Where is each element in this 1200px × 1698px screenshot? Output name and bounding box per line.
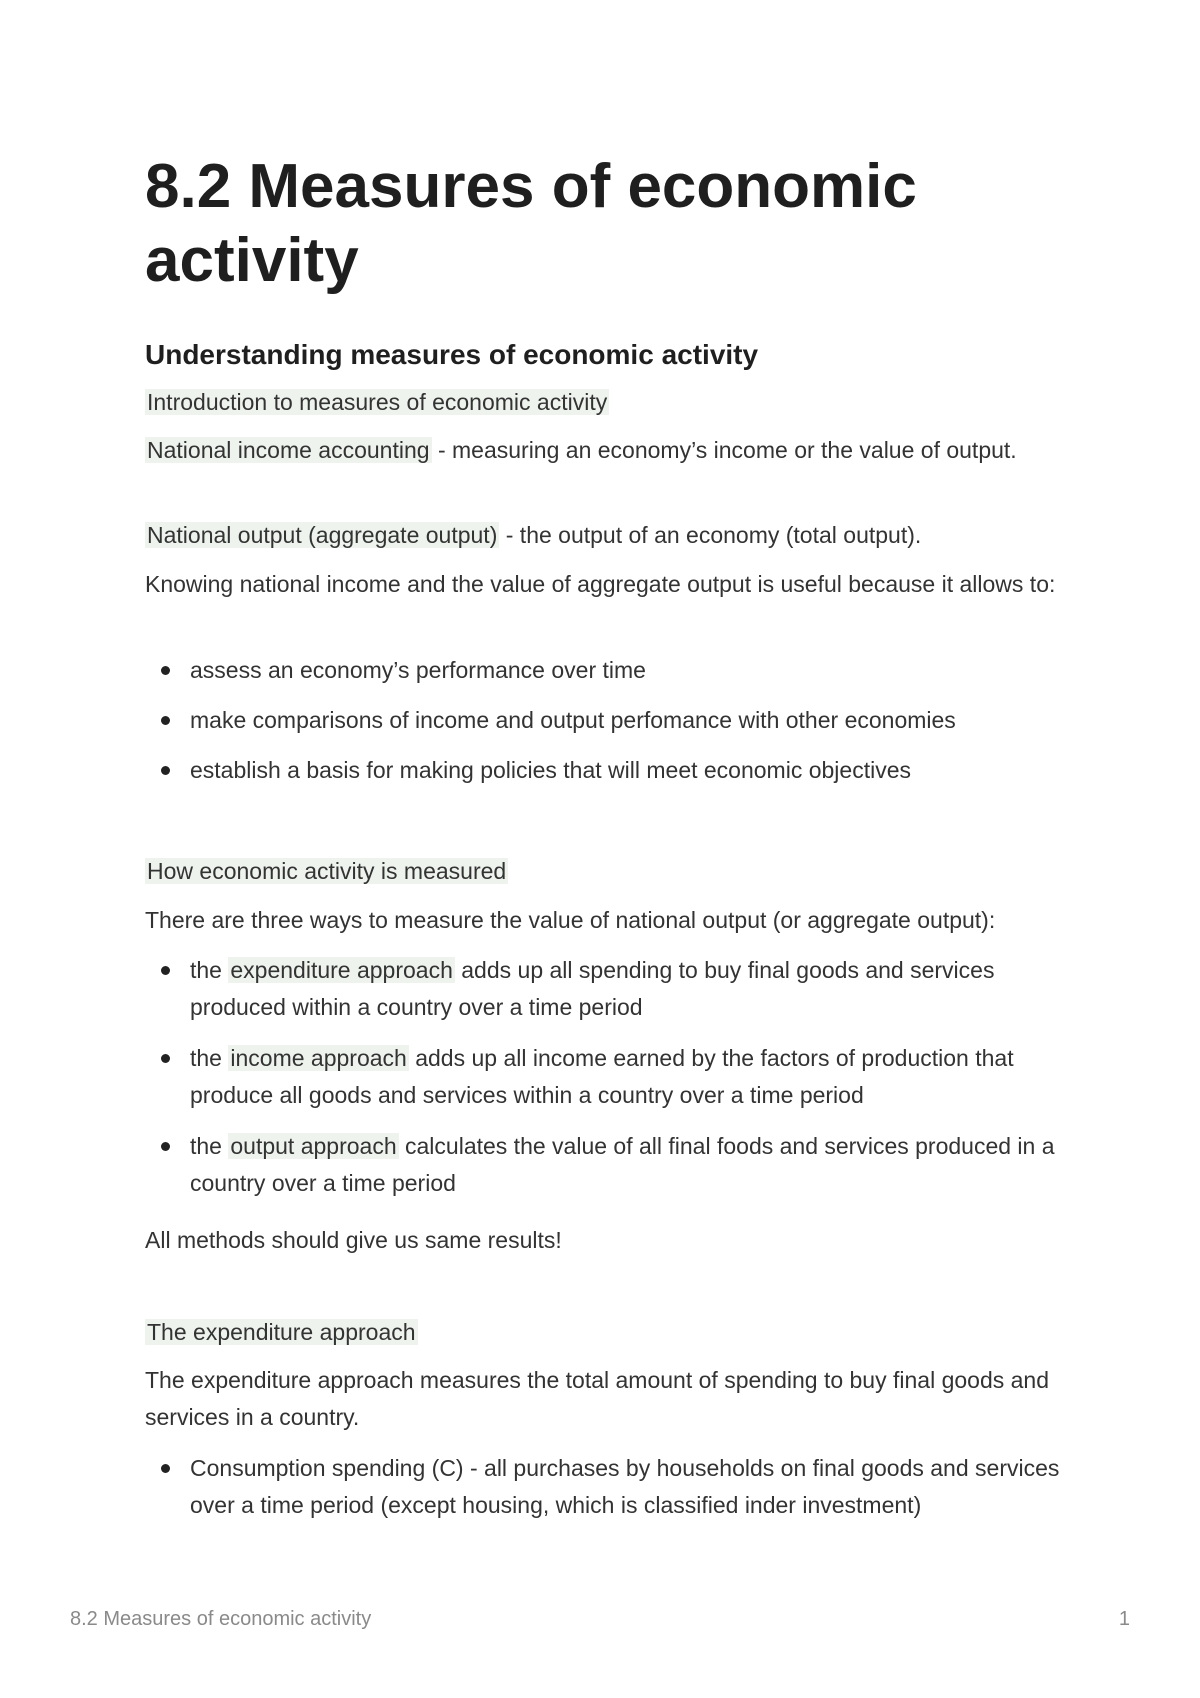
list-item: assess an economy’s performance over time: [145, 652, 1070, 689]
same-results-paragraph: [145, 1222, 1070, 1259]
three-ways-text: There are three ways to measure the value of national output (or aggregate output):: [145, 907, 996, 933]
definition-text: - the output of an economy (total output).: [499, 522, 922, 548]
uses-list: [145, 652, 1070, 789]
knowing-paragraph: [145, 566, 1070, 603]
page-number: 1: [1118, 1608, 1130, 1630]
term-national-output: National output (aggregate output): [147, 522, 498, 548]
intro-heading: [145, 384, 1070, 421]
list-item: Consumption spending (C) - all purchases by households on final goods and services over a time period (except housing, which is classified inder investment): [145, 1450, 1070, 1524]
intro-heading-text: Introduction to measures of economic activity: [147, 389, 608, 415]
term-output-approach: output approach: [230, 1133, 397, 1159]
expenditure-paragraph: [145, 1362, 1070, 1436]
list-item: the output approach calculates the value of all final foods and services produced in a country over a time period: [145, 1128, 1070, 1202]
measured-heading: [145, 853, 1070, 890]
section-heading: Understanding measures of economic activity: [145, 339, 759, 370]
measured-heading-text: How economic activity is measured: [147, 858, 507, 884]
same-results-text: All methods should give us same results!: [145, 1227, 562, 1253]
definition-national-income: [145, 432, 1070, 469]
expenditure-heading-text: The expenditure approach: [147, 1319, 416, 1345]
term-expenditure-approach: expenditure approach: [230, 957, 453, 983]
list-item: establish a basis for making policies that will meet economic objectives: [145, 752, 1070, 789]
page-title: 8.2 Measures of economic activity: [145, 152, 917, 295]
expenditure-text: The expenditure approach measures the total amount of spending to buy final goods and services in a country.: [145, 1367, 1049, 1430]
footer-title: 8.2 Measures of economic activity: [70, 1608, 372, 1630]
expenditure-list: [145, 1450, 1070, 1524]
knowing-text: Knowing national income and the value of aggregate output is useful because it allows to:: [145, 571, 1056, 597]
list-item: the expenditure approach adds up all spending to buy final goods and services produced within a country over a time period: [145, 952, 1070, 1026]
list-item: make comparisons of income and output perfomance with other economies: [145, 702, 1070, 739]
definition-national-output: [145, 517, 1070, 554]
expenditure-heading: [145, 1314, 1070, 1351]
list-item: the income approach adds up all income earned by the factors of production that produce all goods and services within a country over a time period: [145, 1040, 1070, 1114]
three-ways-paragraph: [145, 902, 1070, 939]
term-national-income: National income accounting: [147, 437, 430, 463]
definition-text: - measuring an economy’s income or the value of output.: [431, 437, 1017, 463]
approaches-list: [145, 952, 1070, 1202]
term-income-approach: income approach: [230, 1045, 407, 1071]
